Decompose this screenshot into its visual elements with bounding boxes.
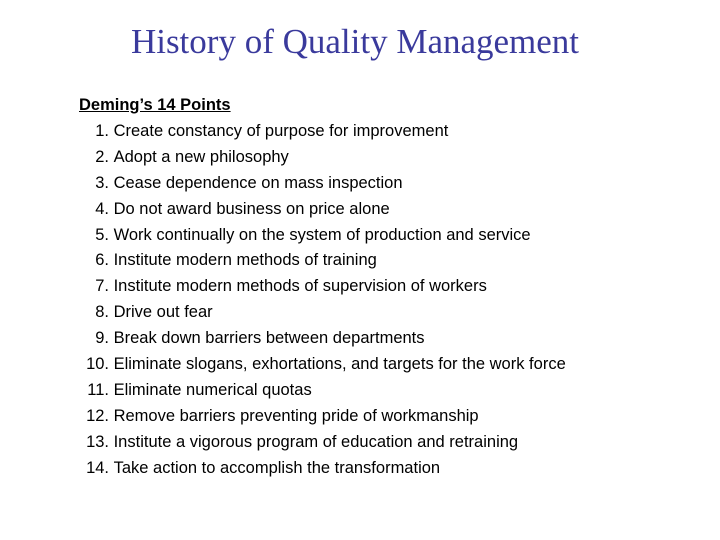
list-item [79, 171, 566, 197]
list-item [79, 456, 566, 482]
item-number: 9. [95, 329, 109, 348]
item-number: 5. [95, 225, 109, 244]
item-text: Create constancy of purpose for improvement [113, 121, 449, 140]
list-item [79, 197, 566, 223]
item-text: Adopt a new philosophy [113, 147, 289, 166]
list-item [79, 119, 566, 145]
item-number: 14. [86, 458, 109, 477]
item-number: 2. [95, 147, 109, 166]
slide-title: History of Quality Management [130, 22, 580, 61]
list-item [79, 300, 566, 326]
item-text: Work continually on the system of production and service [113, 225, 531, 244]
item-text: Eliminate numerical quotas [113, 380, 312, 399]
item-text: Institute modern methods of training [113, 251, 377, 270]
item-text: Take action to accomplish the transformation [113, 458, 441, 477]
list-item [79, 274, 566, 300]
list-item [79, 378, 566, 404]
item-number: 4. [95, 199, 109, 218]
slide-content [79, 93, 566, 482]
item-number: 1. [95, 121, 109, 140]
item-number: 7. [95, 277, 109, 296]
item-number: 6. [95, 251, 109, 270]
item-number: 11. [87, 380, 109, 399]
item-number: 13. [86, 432, 109, 451]
item-number: 8. [95, 303, 109, 322]
item-text: Eliminate slogans, exhortations, and targets for the work force [113, 355, 566, 374]
item-number: 10. [86, 355, 109, 374]
item-text: Cease dependence on mass inspection [113, 173, 403, 192]
list-item [79, 145, 566, 171]
list-item [79, 223, 566, 249]
list-item [79, 248, 566, 274]
item-text: Remove barriers preventing pride of workmanship [113, 406, 479, 425]
list-item [79, 352, 566, 378]
item-number: 3. [95, 173, 109, 192]
item-text: Break down barriers between departments [113, 329, 425, 348]
list-item [79, 430, 566, 456]
item-text: Drive out fear [113, 303, 213, 322]
item-text: Institute a vigorous program of education and retraining [113, 432, 519, 451]
list-heading: Deming’s 14 Points [79, 96, 231, 114]
item-text: Institute modern methods of supervision of workers [113, 277, 487, 296]
item-text: Do not award business on price alone [113, 199, 390, 218]
points-list [79, 119, 566, 482]
item-number: 12. [86, 406, 109, 425]
list-item [79, 326, 566, 352]
list-item [79, 404, 566, 430]
